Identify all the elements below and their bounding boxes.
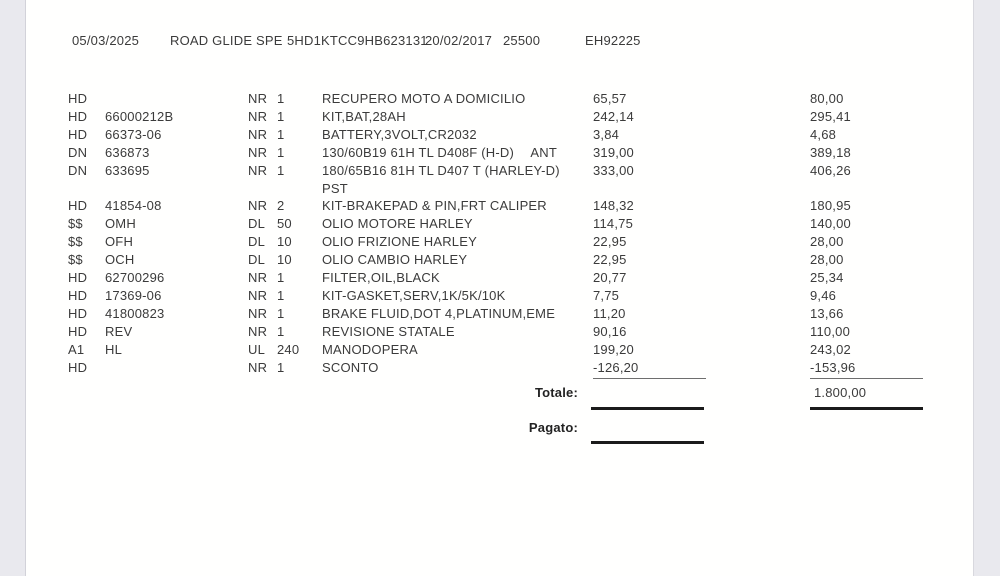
item-unit: DL: [248, 234, 266, 250]
pagato-label: Pagato:: [528, 420, 578, 435]
item-code: 66000212B: [105, 108, 174, 124]
item-total: 406,26: [810, 162, 851, 178]
item-prefix: HD: [68, 198, 88, 214]
item-description: KIT,BAT,28AH: [322, 108, 406, 124]
item-code: 62700296: [105, 270, 165, 286]
item-description: 130/60B19 61H TL D408F (H-D) ANT: [322, 144, 557, 160]
item-description: OLIO MOTORE HARLEY: [322, 216, 473, 232]
table-row: [26, 108, 973, 126]
item-description: SCONTO: [322, 359, 379, 375]
table-row: [26, 305, 973, 323]
vehicle-plate: EH92225: [585, 33, 641, 48]
item-description: KIT-BRAKEPAD & PIN,FRT CALIPER: [322, 198, 547, 214]
item-qty: 2: [277, 198, 285, 214]
item-total: 28,00: [810, 234, 844, 250]
item-price: 148,32: [593, 198, 634, 214]
item-description: FILTER,OIL,BLACK: [322, 270, 440, 286]
totale-line-left: [591, 407, 704, 410]
item-qty: 1: [277, 305, 285, 321]
item-code: OCH: [105, 252, 135, 268]
item-prefix: HD: [68, 126, 88, 142]
item-total: 180,95: [810, 198, 851, 214]
item-total: 9,46: [810, 287, 837, 303]
item-description-suffix: ANT: [530, 144, 557, 160]
table-row: [26, 323, 973, 341]
item-code: OFH: [105, 234, 134, 250]
item-description: MANODOPERA: [322, 341, 418, 357]
item-total: 13,66: [810, 305, 844, 321]
item-total: 25,34: [810, 270, 844, 286]
totale-label: Totale:: [534, 385, 578, 400]
item-prefix: HD: [68, 323, 88, 339]
item-total: 80,00: [810, 91, 844, 106]
item-description: KIT-GASKET,SERV,1K/5K/10K: [322, 287, 506, 303]
item-prefix: HD: [68, 305, 88, 321]
pagato-line: [591, 441, 704, 444]
item-qty: 1: [277, 91, 285, 106]
item-code: 633695: [105, 162, 150, 178]
item-qty: 50: [277, 216, 292, 232]
item-prefix: $$: [68, 216, 83, 232]
registration-date: 20/02/2017: [425, 33, 493, 48]
item-description: 180/65B16 81H TL D407 T (HARLEY-D) PST: [322, 162, 593, 198]
table-row: [26, 287, 973, 305]
item-price: 11,20: [593, 305, 626, 321]
item-description: BRAKE FLUID,DOT 4,PLATINUM,EME: [322, 305, 556, 321]
item-prefix: HD: [68, 91, 88, 106]
item-price: 333,00: [593, 162, 634, 178]
item-code: HL: [105, 341, 123, 357]
item-prefix: HD: [68, 287, 88, 303]
item-description: RECUPERO MOTO A DOMICILIO: [322, 91, 526, 106]
item-prefix: HD: [68, 108, 88, 124]
item-code: 66373-06: [105, 126, 162, 142]
item-qty: 1: [277, 126, 285, 142]
item-qty: 1: [277, 287, 285, 303]
item-code: 41854-08: [105, 198, 162, 214]
item-unit: NR: [248, 144, 268, 160]
item-unit: NR: [248, 108, 268, 124]
table-row: [26, 126, 973, 144]
viewer-right-margin: [973, 0, 1000, 576]
item-code: 636873: [105, 144, 150, 160]
item-description: BATTERY,3VOLT,CR2032: [322, 126, 477, 142]
item-unit: NR: [248, 198, 268, 214]
totale-line-right: [810, 407, 923, 410]
item-qty: 1: [277, 162, 285, 178]
item-qty: 1: [277, 323, 285, 339]
totale-value: 1.800,00: [814, 385, 867, 400]
item-qty: 10: [277, 234, 292, 250]
table-row: [26, 251, 973, 269]
table-row: [26, 341, 973, 359]
viewer-left-margin: [0, 0, 26, 576]
item-prefix: A1: [68, 341, 85, 357]
item-price: 90,16: [593, 323, 627, 339]
item-total: -153,96: [810, 359, 973, 379]
item-price: -126,20: [593, 359, 810, 379]
item-prefix: DN: [68, 144, 88, 160]
item-qty: 1: [277, 359, 285, 375]
item-price: 319,00: [593, 144, 634, 160]
item-unit: NR: [248, 126, 268, 142]
item-description: OLIO CAMBIO HARLEY: [322, 252, 468, 268]
item-unit: NR: [248, 305, 268, 321]
item-qty: 1: [277, 270, 285, 286]
table-row: [26, 215, 973, 233]
table-row: [26, 197, 973, 215]
table-row: [26, 233, 973, 251]
item-unit: NR: [248, 91, 268, 106]
item-code: OMH: [105, 216, 136, 232]
item-prefix: HD: [68, 270, 88, 286]
item-description-line2: PST: [322, 180, 348, 196]
item-unit: DL: [248, 216, 266, 232]
vehicle-model: ROAD GLIDE SPE: [170, 33, 283, 48]
item-price: 65,57: [593, 91, 627, 106]
item-qty: 1: [277, 108, 285, 124]
invoice-date: 05/03/2025: [72, 33, 140, 48]
item-unit: NR: [248, 359, 268, 375]
item-total: 4,68: [810, 126, 837, 142]
item-total: 28,00: [810, 252, 844, 268]
item-total: 140,00: [810, 216, 851, 232]
invoice-page: [26, 0, 973, 576]
item-prefix: DN: [68, 162, 88, 178]
item-prefix: $$: [68, 234, 83, 250]
item-price: 114,75: [593, 216, 633, 232]
item-price: 22,95: [593, 234, 627, 250]
item-qty: 1: [277, 144, 285, 160]
item-unit: UL: [248, 341, 266, 357]
item-unit: NR: [248, 162, 268, 178]
table-row: [26, 144, 973, 162]
items-table: [26, 90, 973, 379]
item-unit: NR: [248, 323, 268, 339]
item-code: REV: [105, 323, 133, 339]
item-unit: NR: [248, 270, 268, 286]
item-price: 20,77: [593, 270, 627, 286]
item-unit: NR: [248, 287, 268, 303]
vehicle-mileage: 25500: [503, 33, 541, 48]
item-price: 3,84: [593, 126, 620, 142]
table-row: [26, 269, 973, 287]
item-total: 243,02: [810, 341, 851, 357]
item-price: 199,20: [593, 341, 634, 357]
item-unit: DL: [248, 252, 266, 268]
item-code: 41800823: [105, 305, 165, 321]
item-total: 295,41: [810, 108, 851, 124]
table-row: [26, 162, 973, 198]
item-price: 7,75: [593, 287, 620, 303]
table-row: [26, 359, 973, 379]
item-price: 22,95: [593, 252, 627, 268]
item-description: REVISIONE STATALE: [322, 323, 455, 339]
item-qty: 240: [277, 341, 300, 357]
item-price: 242,14: [593, 108, 634, 124]
item-code: 17369-06: [105, 287, 162, 303]
item-prefix: HD: [68, 359, 88, 375]
item-qty: 10: [277, 252, 292, 268]
item-total: 110,00: [810, 323, 850, 339]
table-row: [26, 90, 973, 108]
item-prefix: $$: [68, 252, 83, 268]
item-total: 389,18: [810, 144, 851, 160]
vehicle-vin: 5HD1KTCC9HB623131: [287, 33, 428, 48]
item-description: OLIO FRIZIONE HARLEY: [322, 234, 477, 250]
